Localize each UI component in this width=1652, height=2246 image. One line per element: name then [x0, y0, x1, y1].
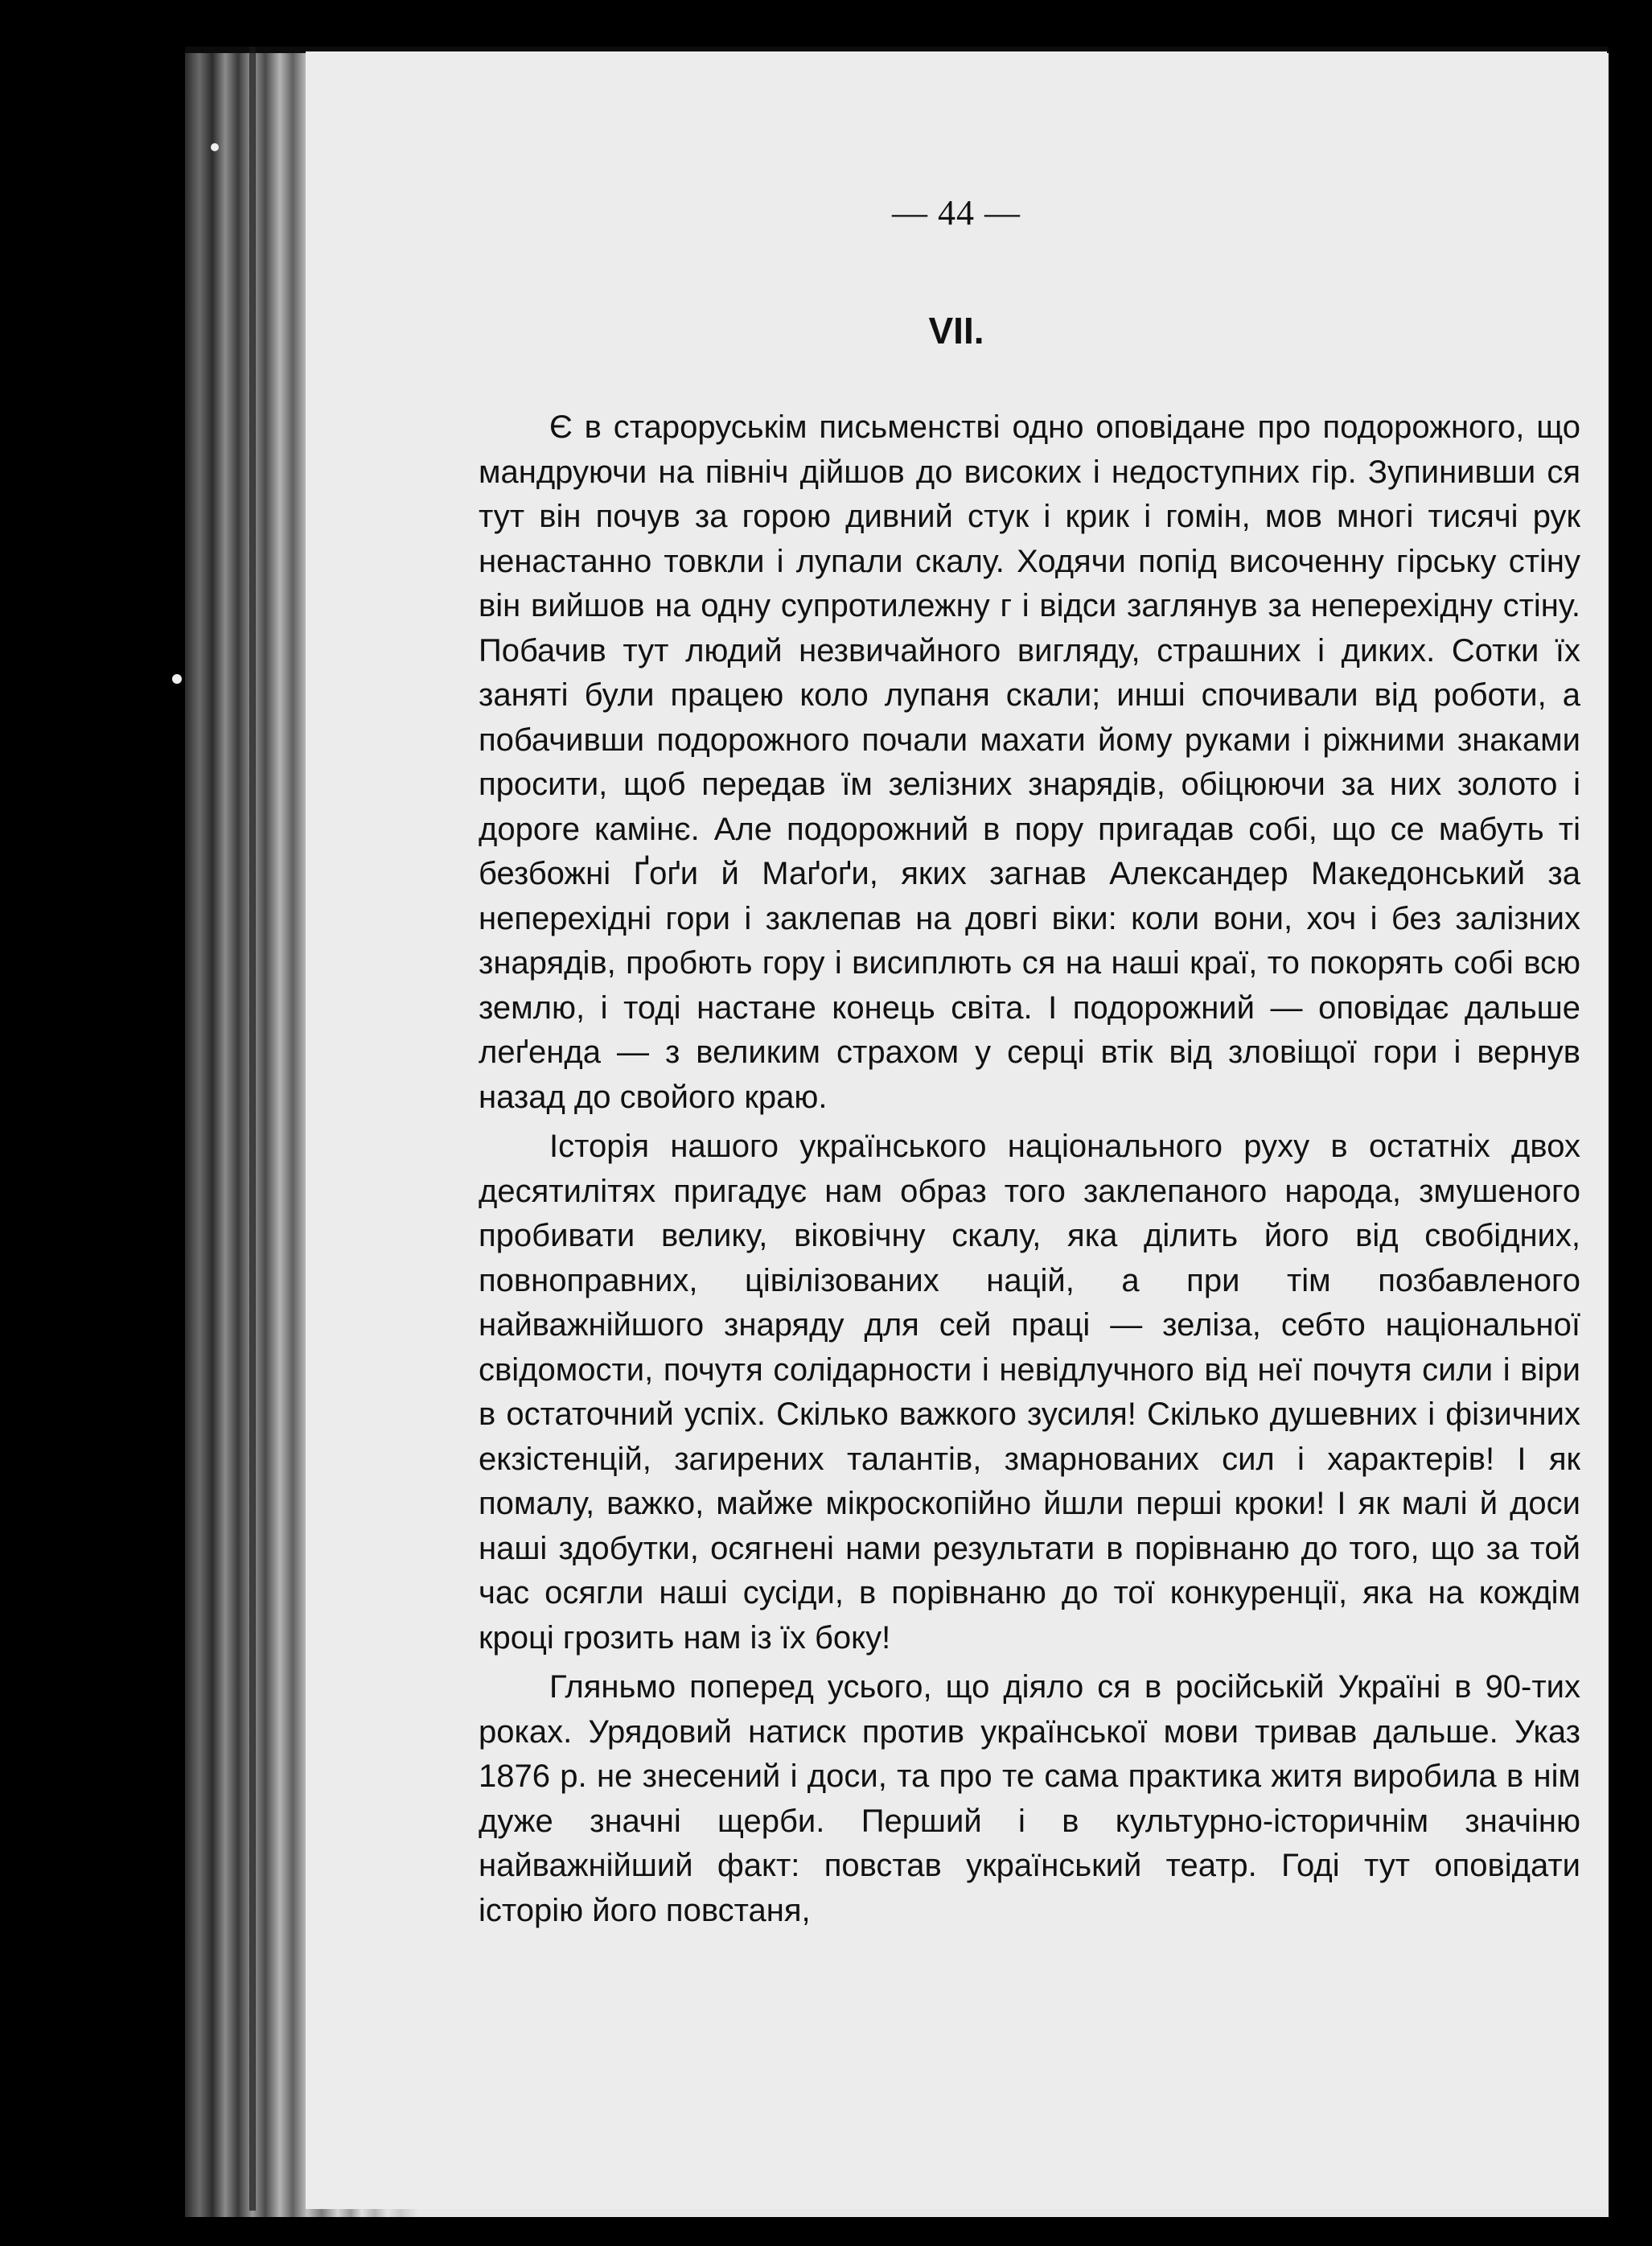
scan-speck — [211, 143, 219, 151]
page-gutter-shadow — [249, 47, 256, 2211]
paragraph: Є в староруськім письменстві одно оповідане про подорожного, що мандруючи на північ дійшов до високих і недоступних гір. Зупинивши ся тут він почув за горою дивний стук і крик і гомін, мов многі тисячі рук ненастанно товкли і лупали скалу. Ходячи попід височенну гірську стіну він вийшов на одну супротилежну г і відси заглянув за неперехідну стіну. Побачив тут людий незвичайного вигляду, страшних і диких. Сотки їх заняті були працею коло лупаня скали; инші спочивали від роботи, а побачивши подорожного почали махати йому руками і ріжними знаками просити, щоб передав їм зелізних знарядів, обіцюючи за них золото і дороге камінє. Але подорожний в пору пригадав собі, що се мабуть ті безбожні Ґоґи й Маґоґи, яких загнав Александер Македонський за неперехідні гори і заклепав на довгі віки: коли вони, хоч і без залізних знарядів, пробють гору і висиплють ся на наші краї, то покорять собі всю землю, і тоді настане конець світа. І подорожний — оповідає дальше леґенда — з великим страхом у серці втік від зловіщої гори і вернув назад до свойого краю. — [479, 409, 1580, 1115]
book-page — [306, 51, 1607, 2209]
chapter-heading: VII. — [928, 310, 984, 352]
body-text — [479, 405, 1580, 1938]
paragraph: Гляньмо поперед усього, що діяло ся в російській Україні в 90-тих роках. Урядовий натиск против української мови тривав дальше. Указ 1876 р. не знесений і доси, та про те сама практика житя виробила в нім дуже значні щерби. Перший і в культурно-історичнім значіню найважнійший факт: повстав український театр. Годі тут оповідати історію його повстаня, — [479, 1669, 1580, 1928]
scan-speck — [172, 674, 182, 684]
page-number: — 44 — — [892, 193, 1021, 232]
paragraph: Історія нашого українського національного руху в остатніх двох десятилітях пригадує нам образ того заклепаного народа, змушеного пробивати велику, віковічну скалу, яка ділить його від свобідних, повноправних, цівілізованих націй, а при тім позбавленого найважнійшого знаряду для сей праці — зеліза, себто національної свідомости, почутя солідарности і невідлучного від неї почутя сили і віри в остаточний успіх. Скілько важкого зусиля! Скілько душевних і фізичних екзістенцій, загирених талантів, змарнованих сил і характерів! І як помалу, важко, майже мікроскопійно йшли перші кроки! І як малі й доси наші здобутки, осягнені нами результати в порівнаню до того, що за той час осягли наші сусіди, в порівнаню до тої конкуренції, яка на кождім кроці грозить нам із їх боку! — [479, 1129, 1580, 1656]
